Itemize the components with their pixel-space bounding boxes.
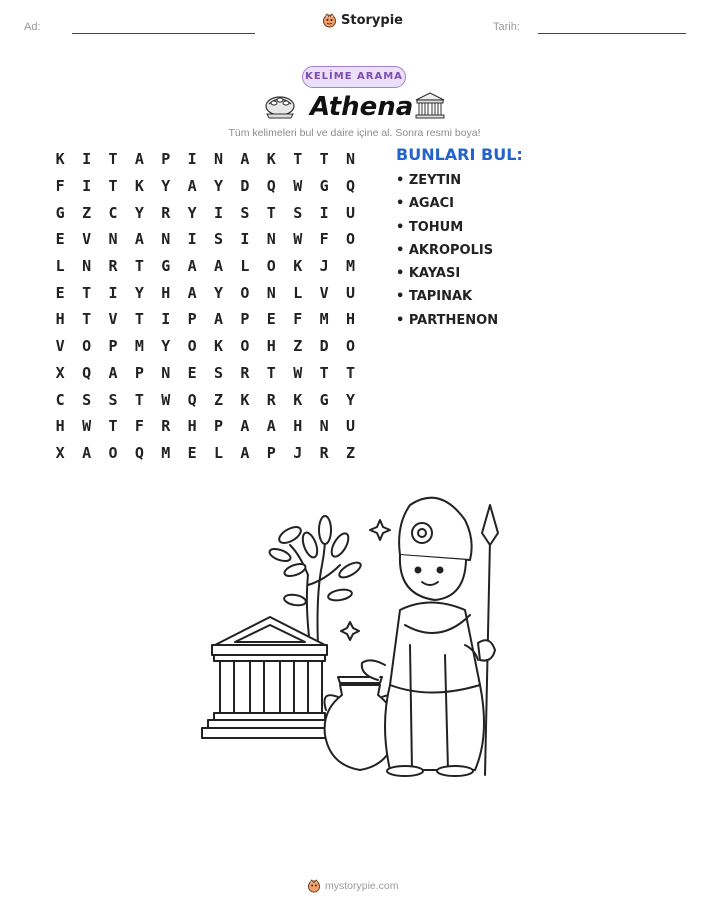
grid-letter[interactable]: P: [161, 150, 171, 169]
grid-letter[interactable]: L: [293, 283, 303, 302]
grid-letter[interactable]: I: [187, 150, 197, 169]
grid-letter[interactable]: W: [293, 230, 303, 249]
grid-letter[interactable]: H: [55, 310, 65, 329]
grid-letter[interactable]: V: [55, 337, 65, 356]
grid-letter[interactable]: Z: [345, 443, 355, 462]
grid-row: [47, 253, 364, 280]
grid-letter[interactable]: W: [82, 417, 92, 436]
grid-letter[interactable]: A: [82, 443, 92, 462]
grid-row: [47, 306, 364, 333]
name-line[interactable]: [72, 33, 255, 34]
grid-letter[interactable]: T: [293, 150, 303, 169]
grid-letter[interactable]: I: [240, 230, 250, 249]
word-list-title: BUNLARI BUL:: [396, 145, 523, 164]
grid-letter[interactable]: P: [266, 443, 276, 462]
sparkle-icon: [370, 520, 390, 540]
grid-row: [47, 199, 364, 226]
grid-letter[interactable]: U: [345, 283, 355, 302]
grid-letter[interactable]: J: [319, 257, 329, 276]
grid-letter[interactable]: A: [240, 150, 250, 169]
grid-letter[interactable]: P: [214, 417, 224, 436]
grid-letter[interactable]: F: [55, 177, 65, 196]
grid-letter[interactable]: A: [134, 150, 144, 169]
grid-row: [47, 146, 364, 173]
grid-letter[interactable]: O: [187, 337, 197, 356]
grid-letter[interactable]: Y: [214, 177, 224, 196]
grid-letter[interactable]: Y: [187, 203, 197, 222]
grid-letter[interactable]: V: [82, 230, 92, 249]
date-label: Tarih:: [493, 21, 520, 33]
grid-letter[interactable]: H: [345, 310, 355, 329]
grid-letter[interactable]: N: [82, 257, 92, 276]
grid-letter[interactable]: E: [187, 363, 197, 382]
grid-letter[interactable]: A: [214, 257, 224, 276]
grid-letter[interactable]: I: [161, 310, 171, 329]
grid-letter[interactable]: Y: [134, 203, 144, 222]
grid-letter[interactable]: L: [214, 443, 224, 462]
word-list-item: • KAYASI: [396, 266, 461, 282]
activity-badge: KELİME ARAMA: [302, 66, 406, 88]
storypie-mascot-icon: [322, 13, 337, 28]
grid-letter[interactable]: T: [266, 203, 276, 222]
grid-letter[interactable]: Z: [82, 203, 92, 222]
grid-letter[interactable]: O: [345, 230, 355, 249]
grid-letter[interactable]: H: [187, 417, 197, 436]
grid-letter[interactable]: H: [161, 283, 171, 302]
grid-letter[interactable]: E: [266, 310, 276, 329]
grid-letter[interactable]: I: [187, 230, 197, 249]
word-list-item: • ZEYTIN: [396, 173, 462, 188]
word-list-item: • TAPINAK: [396, 289, 473, 305]
grid-letter[interactable]: M: [345, 257, 355, 276]
grid-letter[interactable]: K: [214, 337, 224, 356]
grid-letter[interactable]: Z: [293, 337, 303, 356]
grid-letter[interactable]: Z: [214, 390, 224, 409]
grid-letter[interactable]: A: [266, 417, 276, 436]
grid-letter[interactable]: W: [293, 363, 303, 382]
grid-letter[interactable]: O: [345, 337, 355, 356]
grid-letter[interactable]: E: [55, 230, 65, 249]
name-label: Ad:: [24, 21, 41, 33]
grid-letter[interactable]: P: [187, 310, 197, 329]
footer-url[interactable]: mystorypie.com: [325, 880, 399, 892]
grid-letter[interactable]: H: [293, 417, 303, 436]
grid-letter[interactable]: A: [187, 283, 197, 302]
grid-letter[interactable]: A: [187, 177, 197, 196]
grid-letter[interactable]: K: [134, 177, 144, 196]
grid-letter[interactable]: F: [293, 310, 303, 329]
grid-letter[interactable]: A: [240, 443, 250, 462]
grid-letter[interactable]: K: [55, 150, 65, 169]
page-title: Athena: [310, 92, 414, 122]
grid-letter[interactable]: S: [82, 390, 92, 409]
grid-letter[interactable]: T: [134, 257, 144, 276]
grid-letter[interactable]: F: [134, 417, 144, 436]
grid-letter[interactable]: G: [55, 203, 65, 222]
grid-letter[interactable]: U: [345, 203, 355, 222]
grid-row: [47, 173, 364, 200]
grid-letter[interactable]: X: [55, 363, 65, 382]
grid-letter[interactable]: T: [319, 150, 329, 169]
grid-letter[interactable]: Y: [214, 283, 224, 302]
grid-letter[interactable]: O: [82, 337, 92, 356]
grid-letter[interactable]: A: [187, 257, 197, 276]
grid-letter[interactable]: S: [240, 203, 250, 222]
grid-row: [47, 279, 364, 306]
grid-letter[interactable]: K: [266, 150, 276, 169]
grid-letter[interactable]: K: [293, 390, 303, 409]
grid-letter[interactable]: M: [134, 337, 144, 356]
athena-illustration[interactable]: [200, 485, 510, 780]
grid-letter[interactable]: X: [55, 443, 65, 462]
grid-letter[interactable]: W: [293, 177, 303, 196]
instructions-text: Tüm kelimeleri bul ve daire içine al. Sonra resmi boya!: [228, 127, 481, 139]
grid-letter[interactable]: O: [108, 443, 118, 462]
grid-letter[interactable]: O: [266, 257, 276, 276]
grid-letter[interactable]: N: [161, 230, 171, 249]
grid-letter[interactable]: L: [55, 257, 65, 276]
grid-letter[interactable]: Y: [134, 283, 144, 302]
grid-row: [47, 226, 364, 253]
grid-letter[interactable]: R: [161, 417, 171, 436]
grid-letter[interactable]: H: [266, 337, 276, 356]
grid-row: [47, 360, 364, 387]
grid-letter[interactable]: O: [240, 283, 250, 302]
grid-letter[interactable]: E: [55, 283, 65, 302]
grid-letter[interactable]: J: [293, 443, 303, 462]
grid-letter[interactable]: G: [319, 177, 329, 196]
grid-letter[interactable]: P: [108, 337, 118, 356]
grid-letter[interactable]: T: [108, 417, 118, 436]
grid-letter[interactable]: C: [108, 203, 118, 222]
grid-letter[interactable]: T: [266, 363, 276, 382]
brand-name: Storypie: [341, 13, 403, 28]
grid-letter[interactable]: O: [240, 337, 250, 356]
grid-letter[interactable]: G: [319, 390, 329, 409]
grid-letter[interactable]: T: [134, 310, 144, 329]
grid-letter[interactable]: I: [108, 283, 118, 302]
grid-letter[interactable]: R: [319, 443, 329, 462]
grid-letter[interactable]: I: [82, 150, 92, 169]
grid-letter[interactable]: Q: [134, 443, 144, 462]
grid-letter[interactable]: K: [293, 257, 303, 276]
grid-letter[interactable]: N: [345, 150, 355, 169]
storypie-mascot-icon: [307, 879, 321, 893]
grid-letter[interactable]: Y: [161, 337, 171, 356]
word-list-item: • AGACI: [396, 196, 455, 212]
grid-letter[interactable]: N: [266, 283, 276, 302]
footer-brand: [307, 879, 399, 893]
grid-letter[interactable]: Y: [345, 390, 355, 409]
date-line[interactable]: [538, 33, 686, 34]
grid-row: [47, 440, 364, 467]
brand-logo: [322, 13, 403, 28]
grid-letter[interactable]: U: [345, 417, 355, 436]
grid-letter[interactable]: T: [108, 177, 118, 196]
grid-letter[interactable]: N: [108, 230, 118, 249]
grid-letter[interactable]: G: [161, 257, 171, 276]
grid-letter[interactable]: N: [214, 150, 224, 169]
grid-letter[interactable]: V: [319, 283, 329, 302]
grid-letter[interactable]: T: [319, 363, 329, 382]
grid-row: [47, 413, 364, 440]
grid-row: [47, 333, 364, 360]
grid-row: [47, 386, 364, 413]
word-list: [396, 172, 498, 335]
grid-letter[interactable]: P: [240, 310, 250, 329]
grid-letter[interactable]: A: [214, 310, 224, 329]
grid-letter[interactable]: K: [240, 390, 250, 409]
grid-letter[interactable]: Y: [161, 177, 171, 196]
grid-letter[interactable]: S: [293, 203, 303, 222]
grid-letter[interactable]: E: [187, 443, 197, 462]
grid-letter[interactable]: Q: [266, 177, 276, 196]
grid-letter[interactable]: C: [55, 390, 65, 409]
grid-letter[interactable]: N: [266, 230, 276, 249]
word-list-item: • AKROPOLIS: [396, 242, 494, 258]
grid-letter[interactable]: Q: [187, 390, 197, 409]
grid-letter[interactable]: R: [240, 363, 250, 382]
grid-letter[interactable]: N: [319, 417, 329, 436]
grid-letter[interactable]: S: [214, 363, 224, 382]
grid-letter[interactable]: M: [319, 310, 329, 329]
grid-letter[interactable]: T: [345, 363, 355, 382]
olive-branch-icon: [263, 92, 297, 120]
grid-letter[interactable]: Q: [82, 363, 92, 382]
grid-letter[interactable]: D: [240, 177, 250, 196]
grid-letter[interactable]: N: [161, 363, 171, 382]
grid-letter[interactable]: H: [55, 417, 65, 436]
grid-letter[interactable]: A: [108, 363, 118, 382]
grid-letter[interactable]: T: [134, 390, 144, 409]
grid-letter[interactable]: R: [161, 203, 171, 222]
grid-letter[interactable]: L: [240, 257, 250, 276]
grid-letter[interactable]: Q: [345, 177, 355, 196]
grid-letter[interactable]: R: [266, 390, 276, 409]
grid-letter[interactable]: S: [214, 230, 224, 249]
grid-letter[interactable]: V: [108, 310, 118, 329]
grid-letter[interactable]: T: [82, 310, 92, 329]
grid-letter[interactable]: I: [319, 203, 329, 222]
temple-icon: [414, 92, 446, 120]
grid-letter[interactable]: A: [134, 230, 144, 249]
grid-letter[interactable]: P: [134, 363, 144, 382]
grid-letter[interactable]: F: [319, 230, 329, 249]
grid-letter[interactable]: R: [108, 257, 118, 276]
sparkle-icon: [341, 622, 359, 640]
grid-letter[interactable]: D: [319, 337, 329, 356]
grid-letter[interactable]: T: [108, 150, 118, 169]
grid-letter[interactable]: T: [82, 283, 92, 302]
grid-letter[interactable]: W: [161, 390, 171, 409]
grid-letter[interactable]: A: [240, 417, 250, 436]
grid-letter[interactable]: S: [108, 390, 118, 409]
word-list-item: • PARTHENON: [396, 312, 499, 328]
word-search-grid[interactable]: [47, 146, 364, 466]
grid-letter[interactable]: I: [214, 203, 224, 222]
word-list-item: • TOHUM: [396, 219, 464, 235]
grid-letter[interactable]: I: [82, 177, 92, 196]
grid-letter[interactable]: M: [161, 443, 171, 462]
